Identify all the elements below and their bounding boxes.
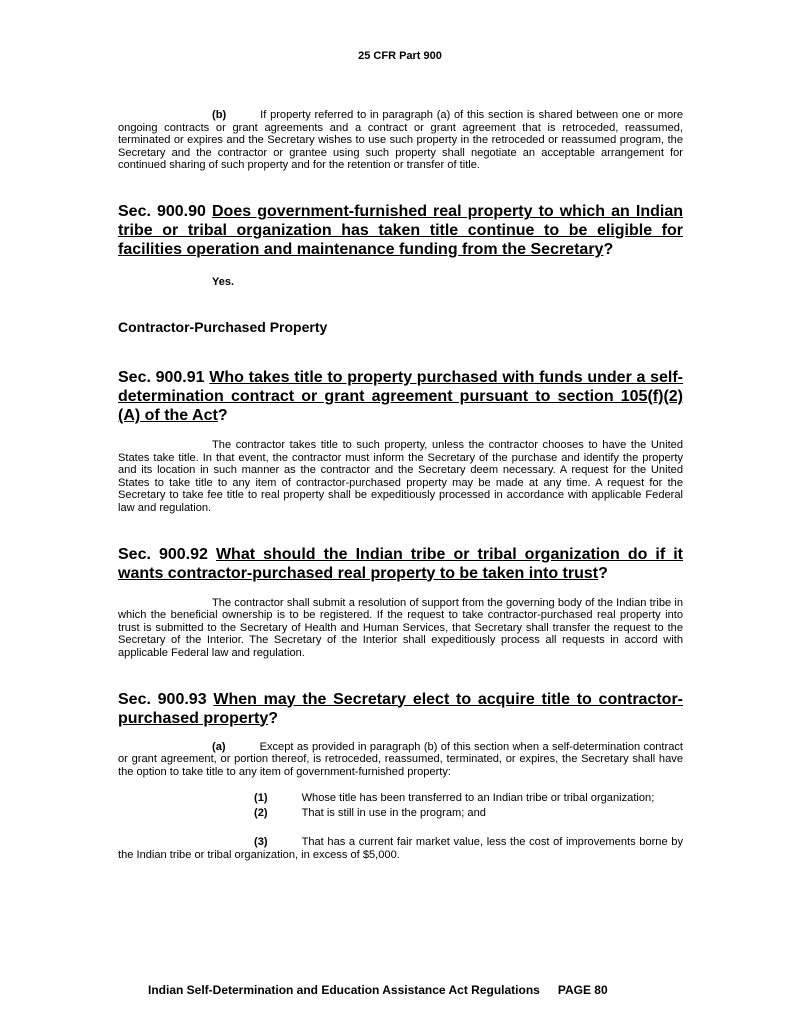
section-question: Does government-furnished real property to which an Indian tribe or tribal organization has taken title continue to be eligible for facilities operation and maintenance funding from the Secretary bbox=[118, 202, 683, 258]
list-item bbox=[118, 792, 683, 805]
body-text: The contractor takes title to such property, unless the contractor chooses to have the United States take title. In that event, the contractor must inform the Secretary of the purchase and identify the property and its location in such manner as the contractor and the Secretary deem necessary. A request for the United States to take title to any item of contractor-purchased property may be made at any time. A request for the Secretary to take fee title to real property shall be expeditiously processed in accordance with applicable Federal law and regulation. bbox=[118, 438, 683, 514]
section-question: What should the Indian tribe or tribal organization do if it wants contractor-purchased real property to be taken into trust bbox=[118, 545, 684, 582]
section-number: Sec. 900.93 bbox=[118, 690, 207, 708]
section-question: Who takes title to property purchased with funds under a self-determination contract or grant agreement pursuant to section 105(f)(2)(A) of the Act bbox=[118, 368, 683, 424]
answer-value: Yes. bbox=[212, 275, 235, 288]
question-mark: ? bbox=[598, 564, 608, 582]
paragraph-b bbox=[118, 109, 683, 172]
item-label: (1) bbox=[254, 792, 268, 805]
section-number: Sec. 900.90 bbox=[118, 202, 206, 220]
page-content bbox=[118, 109, 683, 862]
item-text: Whose title has been transferred to an Indian tribe or tribal organization; bbox=[301, 792, 655, 805]
body-text: The contractor shall submit a resolution of support from the governing body of the Indian tribe in which the beneficial ownership is to be registered. If the request to take contractor-purchased real property into trust is submitted to the Secretary of Health and Human Services, that Secretary shall transfer the request to the Secretary of the Interior. The Secretary of the Interior shall expeditiously process all requests in accord with applicable Federal law and regulation. bbox=[118, 596, 683, 659]
page-number: PAGE 80 bbox=[557, 983, 608, 997]
item-text: That has a current fair market value, less the cost of improvements borne by the Indian tribe or tribal organization, in excess of $5,000. bbox=[118, 836, 683, 862]
question-mark: ? bbox=[268, 709, 279, 727]
subheading: Contractor-Purchased Property bbox=[118, 318, 328, 335]
section-question: When may the Secretary elect to acquire title to contractor-purchased property bbox=[118, 690, 683, 727]
paragraph-b-label: (b) bbox=[212, 109, 227, 121]
page-footer bbox=[148, 983, 608, 997]
question-mark: ? bbox=[603, 240, 614, 258]
question-mark: ? bbox=[217, 406, 228, 424]
section-900-91-heading bbox=[118, 368, 683, 425]
section-number: Sec. 900.91 bbox=[118, 368, 205, 386]
section-number: Sec. 900.92 bbox=[118, 545, 208, 563]
answer-text bbox=[118, 276, 683, 288]
paragraph-b-text: If property referred to in paragraph (a) of this section is shared between one or more ongoing contracts or grant agreements and a contract or grant agreement that is retroceded, reassumed, terminated or expires and the Secretary wishes to use such property in the retroceded or reassumed program, the Secretary and the contractor or grantee using such property shall negotiate an acceptable arrangement for continued sharing of such property and for the retention or transfer of title. bbox=[118, 109, 683, 172]
list-item bbox=[118, 836, 683, 861]
section-900-90-heading bbox=[118, 202, 683, 259]
page-header: 25 CFR Part 900 bbox=[358, 50, 442, 62]
item-label: (2) bbox=[254, 806, 268, 819]
item-text: That is still in use in the program; and bbox=[301, 806, 486, 819]
list-item bbox=[118, 807, 683, 820]
paragraph-a-text: Except as provided in paragraph (b) of this section when a self-determination contract or grant agreement, or portion thereof, is retroceded, reassumed, terminated, or expires, the Secretary shall have the option to take title to any item of government-furnished property: bbox=[118, 740, 683, 778]
section-900-91-text bbox=[118, 439, 683, 515]
footer-title: Indian Self-Determination and Education Assistance Act Regulations bbox=[148, 983, 540, 997]
section-900-92-text bbox=[118, 597, 683, 660]
section-900-93-heading bbox=[118, 690, 683, 728]
section-900-92-heading bbox=[118, 545, 683, 583]
paragraph-a bbox=[118, 741, 683, 779]
item-label: (3) bbox=[254, 836, 268, 849]
paragraph-a-label: (a) bbox=[212, 740, 226, 753]
